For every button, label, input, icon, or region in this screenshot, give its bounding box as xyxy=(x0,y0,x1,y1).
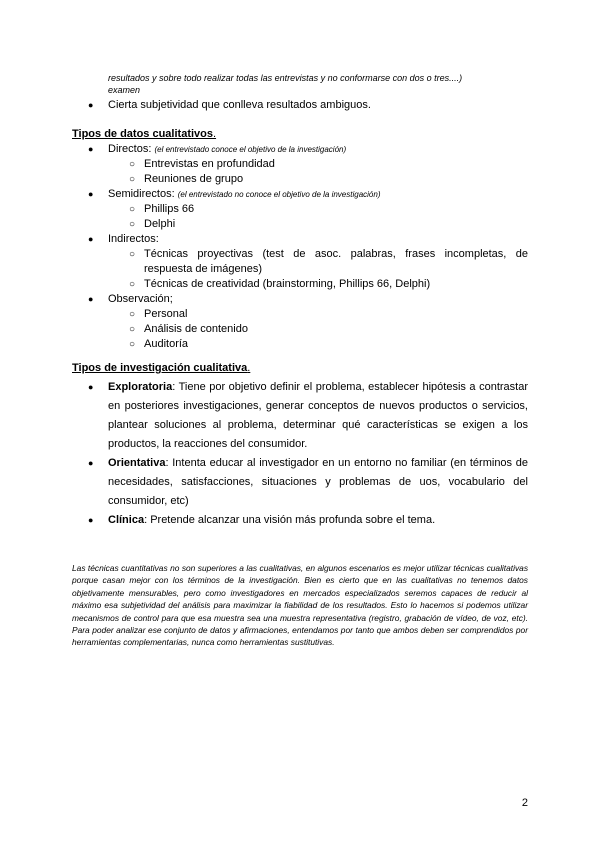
sub-item: ○ Técnicas de creatividad (brainstorming, Phillips 66, Delphi) xyxy=(108,277,528,292)
top-bullet-list xyxy=(72,98,532,113)
sub-list xyxy=(108,247,528,292)
item-text: : Pretende alcanzar una visión más profunda sobre el tema. xyxy=(144,514,436,526)
list-item-directos xyxy=(72,142,532,187)
closing-paragraph: Las técnicas cuantitativas no son superiores a las cualitativas, en algunos escenarios es mejor utilizar técnicas cualitativas porque casan mejor con los términos de la investigación. Bien es cierto que en las cualitativas no tenemos datos objetivamente mensurables, pero como investigadores en mercados especializados seremos capaces de reducir al máximo esa subjetividad del análisis para maximizar la fiabilidad de los resultados. Esto lo hacemos si podemos utilizar mecanismos de control para que esa muestra sea una muestra representativa (registro, grabación de vídeo, de voz, etc). Para poder analizar ese conjunto de datos y afirmaciones, entendamos por tanto que ambos deben ser comprendidos por herramientas complementarias, nunca como herramientas sustitutivas. xyxy=(72,563,528,648)
datos-list xyxy=(72,142,532,352)
list-item-indirectos xyxy=(72,232,532,292)
item-term: Clínica xyxy=(108,514,145,526)
section-heading-text: Tipos de investigación cualitativa xyxy=(72,362,248,374)
sub-item: ○ Personal xyxy=(108,307,532,322)
sub-item: ○ Phillips 66 xyxy=(108,202,532,217)
sub-item: ○ Auditoría xyxy=(108,337,532,352)
item-label: Observación; xyxy=(108,293,173,305)
sub-item: ○ Entrevistas en profundidad xyxy=(108,157,532,172)
sub-item: ○ Delphi xyxy=(108,217,532,232)
page-number: 2 xyxy=(521,797,528,809)
list-item-orientativa xyxy=(72,454,528,511)
item-note: (el entrevistado no conoce el objetivo de la investigación) xyxy=(177,190,381,199)
sub-list xyxy=(108,157,532,187)
section-heading-text: Tipos de datos cualitativos xyxy=(72,128,213,140)
sub-list xyxy=(108,307,532,352)
item-label: Indirectos: xyxy=(108,233,159,245)
item-term: Exploratoria xyxy=(108,381,173,393)
heading-period: . xyxy=(213,128,217,140)
item-label: Directos: xyxy=(108,143,152,155)
item-text: : Tiene por objetivo definir el problema, establecer hipótesis a contrastar en posteriores investigaciones, generar conceptos de nuevos productos o servicios, plantear soluciones al problema, determinar qué características se exigen a los productos, la reacciones del consumidor. xyxy=(108,381,528,450)
sub-item: ○ Análisis de contenido xyxy=(108,322,532,337)
section-heading-datos xyxy=(72,128,216,140)
heading-period: . xyxy=(247,362,251,374)
continuation-line-1: resultados y sobre todo realizar todas las entrevistas y no conformarse con dos o tres....) xyxy=(108,73,463,83)
sub-item: ○ Reuniones de grupo xyxy=(108,172,532,187)
sub-list xyxy=(108,202,532,232)
list-item-observacion xyxy=(72,292,532,352)
list-item-clinica xyxy=(72,511,528,530)
list-item-semidirectos xyxy=(72,187,532,232)
list-item xyxy=(72,98,532,113)
section-heading-investigacion xyxy=(72,362,250,374)
continuation-line-2: examen xyxy=(108,85,141,95)
item-note: (el entrevistado conoce el objetivo de la investigación) xyxy=(154,145,347,154)
list-item-exploratoria xyxy=(72,378,528,454)
sub-item: ○ Técnicas proyectivas (test de asoc. palabras, frases incompletas, de respuesta de imágenes) xyxy=(108,247,528,277)
item-term: Orientativa xyxy=(108,457,166,469)
item-text: : Intenta educar al investigador en un entorno no familiar (en términos de necesidades, satisfacciones, situaciones y problemas de uos, vocabulario del consumidor, etc) xyxy=(108,457,528,507)
list-item-text: Cierta subjetividad que conlleva resultados ambiguos. xyxy=(108,99,371,111)
continuation-text xyxy=(108,71,528,98)
item-label: Semidirectos: xyxy=(108,188,175,200)
investigacion-list xyxy=(72,378,528,530)
